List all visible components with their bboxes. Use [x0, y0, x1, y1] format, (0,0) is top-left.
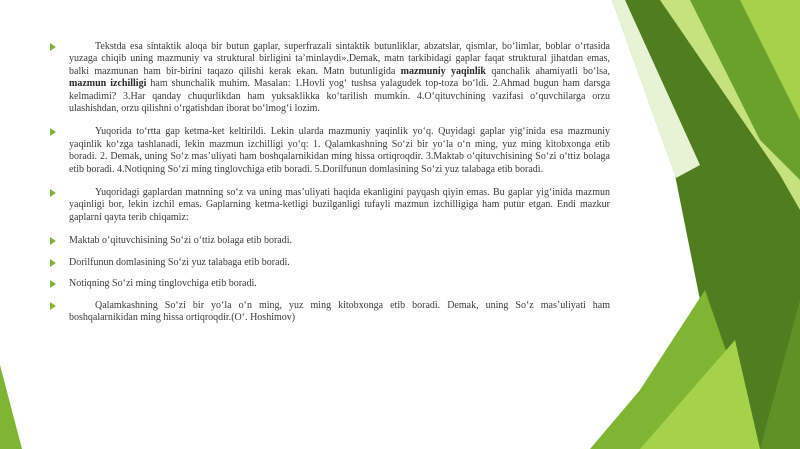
list-item-3: Notiqning So‘zi ming tinglovchiga etib boradi.	[50, 278, 610, 290]
paragraph-3: Yuqoridagi gaplardan matnning so‘z va uning mas’uliyati haqida ekanligini payqash qiyin emas. Bu gaplar yig‘inida mazmun yaqinligi bor, lekin izchil emas. Gaplarning ketma-ketligi buzilganligi tufayli mazmun izchilligiga ham putur etgan. Endi mazkur gaplarni qayta terib chiqamiz:	[50, 187, 610, 224]
list-item-2: Dorilfunun domlasining So‘zi yuz talabaga etib boradi.	[50, 257, 610, 269]
left-corner-shape	[0, 365, 22, 449]
arrow-bullet-icon	[50, 280, 56, 288]
slide-content	[50, 41, 610, 335]
paragraph-7: Qalamkashning So‘zi bir yo‘la o‘n ming, yuz ming kitobxonga etib boradi. Demak, uning So‘z mas’uliyati ham boshqalarnikidan ming hissa ortiqroqdir.(O‘. Hoshimov)	[50, 300, 610, 325]
arrow-bullet-icon	[50, 237, 56, 245]
arrow-bullet-icon	[50, 259, 56, 267]
list-item-1: Maktab o‘qituvchisining So‘zi o‘ttiz bolaga etib boradi.	[50, 235, 610, 247]
arrow-bullet-icon	[50, 43, 56, 51]
arrow-bullet-icon	[50, 189, 56, 197]
arrow-bullet-icon	[50, 302, 56, 310]
bold-term-mazmun-izchilligi: mazmun izchilligi	[69, 78, 147, 90]
bold-term-mazmuniy-yaqinlik: mazmuniy yaqinlik	[400, 65, 486, 77]
paragraph-1: Tekstda esa sintaktik aloqa bir butun gaplar, superfrazali sintaktik butunliklar, abzatslar, qismlar, bo‘limlar, boblar o‘rtasida yuzaga chiqib uning mazmuniy va struktural birligini ta’minlaydi».Demak, matn tarkibidagi gaplar faqat struktural jihatdan emas, balki mazmunan ham bir-birini taqazo qilishi kerak ekan. Matn butunligida mazmuniy yaqinlik qanchalik ahamiyatli bo‘lsa, mazmun izchilligi ham shunchalik muhim. Masalan: 1.Hovli yog‘ tushsa yalagudek top-toza bo‘ldi. 2.Ahmad bugun ham darsga kelmadimi? 3.Har qanday chuqurlikdan ham yuksaklikka ko‘tarilish mumkin. 4.O‘qituvchining vazifasi o‘quvchilarga orzu ulashishdan, orzu qilishni o‘rgatishdan iborat bo‘lmog‘i lozim.	[50, 41, 610, 115]
arrow-bullet-icon	[50, 128, 56, 136]
paragraph-2: Yuqorida to‘rtta gap ketma-ket keltirildi. Lekin ularda mazmuniy yaqinlik yo‘q. Quyidagi gaplar yig‘inida esa mazmuniy yaqinlik ko‘zga tashlanadi, lekin mazmun izchilligi yo‘q: 1. Qalamkashning So‘zi bir yo‘la o‘n ming, yuz ming kitobxonga etib boradi. 2. Demak, uning So‘z mas’uliyati ham boshqalarnikidan ming hissa ortiqroqdir. 3.Maktab o‘qituvchisining So‘zi o‘ttiz bolaga etib boradi. 4.Notiqning So‘zi ming tinglovchiga etib boradi. 5.Dorilfunun domlasining So‘zi yuz talabaga etib boradi.	[50, 126, 610, 176]
